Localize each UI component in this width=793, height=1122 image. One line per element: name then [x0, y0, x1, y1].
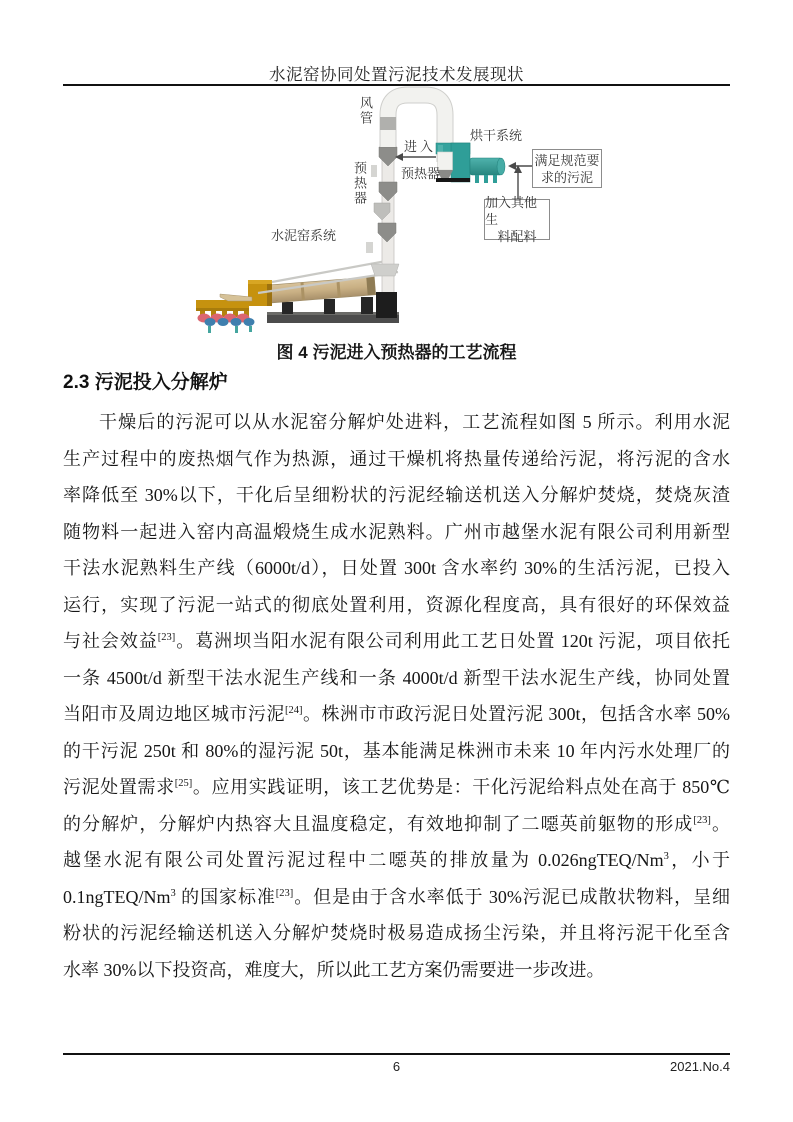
footer-rule [63, 1053, 730, 1055]
box-qualified-sludge-line2: 求的污泥 [540, 169, 593, 185]
box-qualified-sludge [532, 149, 602, 188]
box-raw-material-line2: 料配料 [497, 229, 537, 244]
air-duct-label: 风管 [358, 96, 373, 126]
page-number: 6 [392, 1059, 401, 1074]
paragraph [63, 404, 730, 988]
enter-label: 进入 [404, 139, 437, 154]
citation-superscript: [23] [275, 887, 294, 899]
citation-superscript: [23] [157, 632, 176, 643]
preheater-column-label: 预热器 [352, 161, 367, 206]
issue-number: 2021.No.4 [670, 1059, 730, 1074]
box-raw-material-line1: 加入其他生 [485, 195, 538, 227]
paragraph-line: 率降低至 30%以下，干化后呈细粉状的污泥经输送机送入分解炉焚烧，焚烧灰渣 [63, 485, 730, 505]
column-support [376, 292, 397, 318]
dryer-machine [436, 143, 505, 183]
citation-superscript: [23] [693, 814, 711, 826]
paragraph-line: 生产过程中的废热烟气作为热源，通过干燥机将热量传递给污泥，将污泥的含水 [63, 448, 730, 469]
paragraph-line: 一条 4500t/d 新型干法水泥生产线和一条 4000t/d 新型干法水泥生产线，协同处置 [63, 667, 730, 688]
figure-caption: 图 4 污泥进入预热器的工艺流程 [276, 343, 517, 362]
preheater-arrow-label: 预热器 [401, 166, 441, 181]
paragraph-line: 运行，实现了污泥一站式的彻底处置利用，资源化程度高，具有很好的环保效益 [63, 594, 730, 615]
page-title: 水泥窑协同处置污泥技术发展现状 [269, 65, 524, 84]
box-raw-material [484, 195, 550, 244]
paragraph-line: 水率 30%以下投资高，难度大，所以此工艺方案仍需要进一步改进。 [63, 959, 605, 980]
arrow-sludge-to-dryer [508, 162, 516, 170]
paragraph-line: 干法水泥熟料生产线（6000t/d），日处置 300t 含水率约 30%的生活污泥，已投入 [63, 558, 730, 578]
paragraph-line: 的干污泥 250t 和 80%的湿污泥 50t，基本能满足株洲市未来 10 年内污水处理厂的 [63, 740, 730, 761]
paragraph-line: 的分解炉，分解炉内热容大且温度稳定，有效地抑制了二噁英前躯物的形成[23]。 [63, 813, 731, 834]
citation-superscript: [24] [285, 705, 303, 716]
citation-superscript: [25] [174, 778, 193, 789]
paragraph-line: 0.1ngTEQ/Nm$^3$ 的国家标准[23]。但是由于含水率低于 30%污泥已成散状物料，呈细 [63, 886, 731, 907]
clinker-cooler [196, 280, 272, 333]
kiln-system-label: 水泥窑系统 [271, 228, 337, 243]
drying-system-label: 烘干系统 [470, 128, 523, 143]
box-qualified-sludge-line1: 满足规范要 [534, 152, 600, 168]
paragraph-line: 越堡水泥有限公司处置污泥过程中二噁英的排放量为 0.026ngTEQ/Nm$^3$，小于 [63, 850, 730, 870]
citation-superscript: 3 [663, 851, 669, 862]
paragraph-line: 与社会效益[23]。葛洲坝当阳水泥有限公司利用此工艺日处置 120t 污泥，项目依托 [63, 631, 730, 651]
paragraph-line: 污泥处置需求[25]。应用实践证明，该工艺优势是：干化污泥给料点处在高于 850℃ [63, 777, 730, 797]
feed-spout [220, 294, 252, 301]
paragraph-line: 干燥后的污泥可以从水泥窑分解炉处进料，工艺流程如图 5 所示。利用水泥 [99, 412, 730, 432]
section-heading: 2.3 污泥投入分解炉 [63, 372, 228, 393]
paragraph-line: 随物料一起进入窑内高温煅烧生成水泥熟料。广州市越堡水泥有限公司利用新型 [63, 521, 730, 542]
paragraph-line: 粉状的污泥经输送机送入分解炉焚烧时极易造成扬尘污染，并且将污泥干化至含 [63, 923, 730, 943]
paragraph-line: 当阳市及周边地区城市污泥[24]。株洲市市政污泥日处置污泥 300t，包括含水率 50% [63, 704, 730, 724]
citation-superscript: 3 [170, 887, 176, 899]
